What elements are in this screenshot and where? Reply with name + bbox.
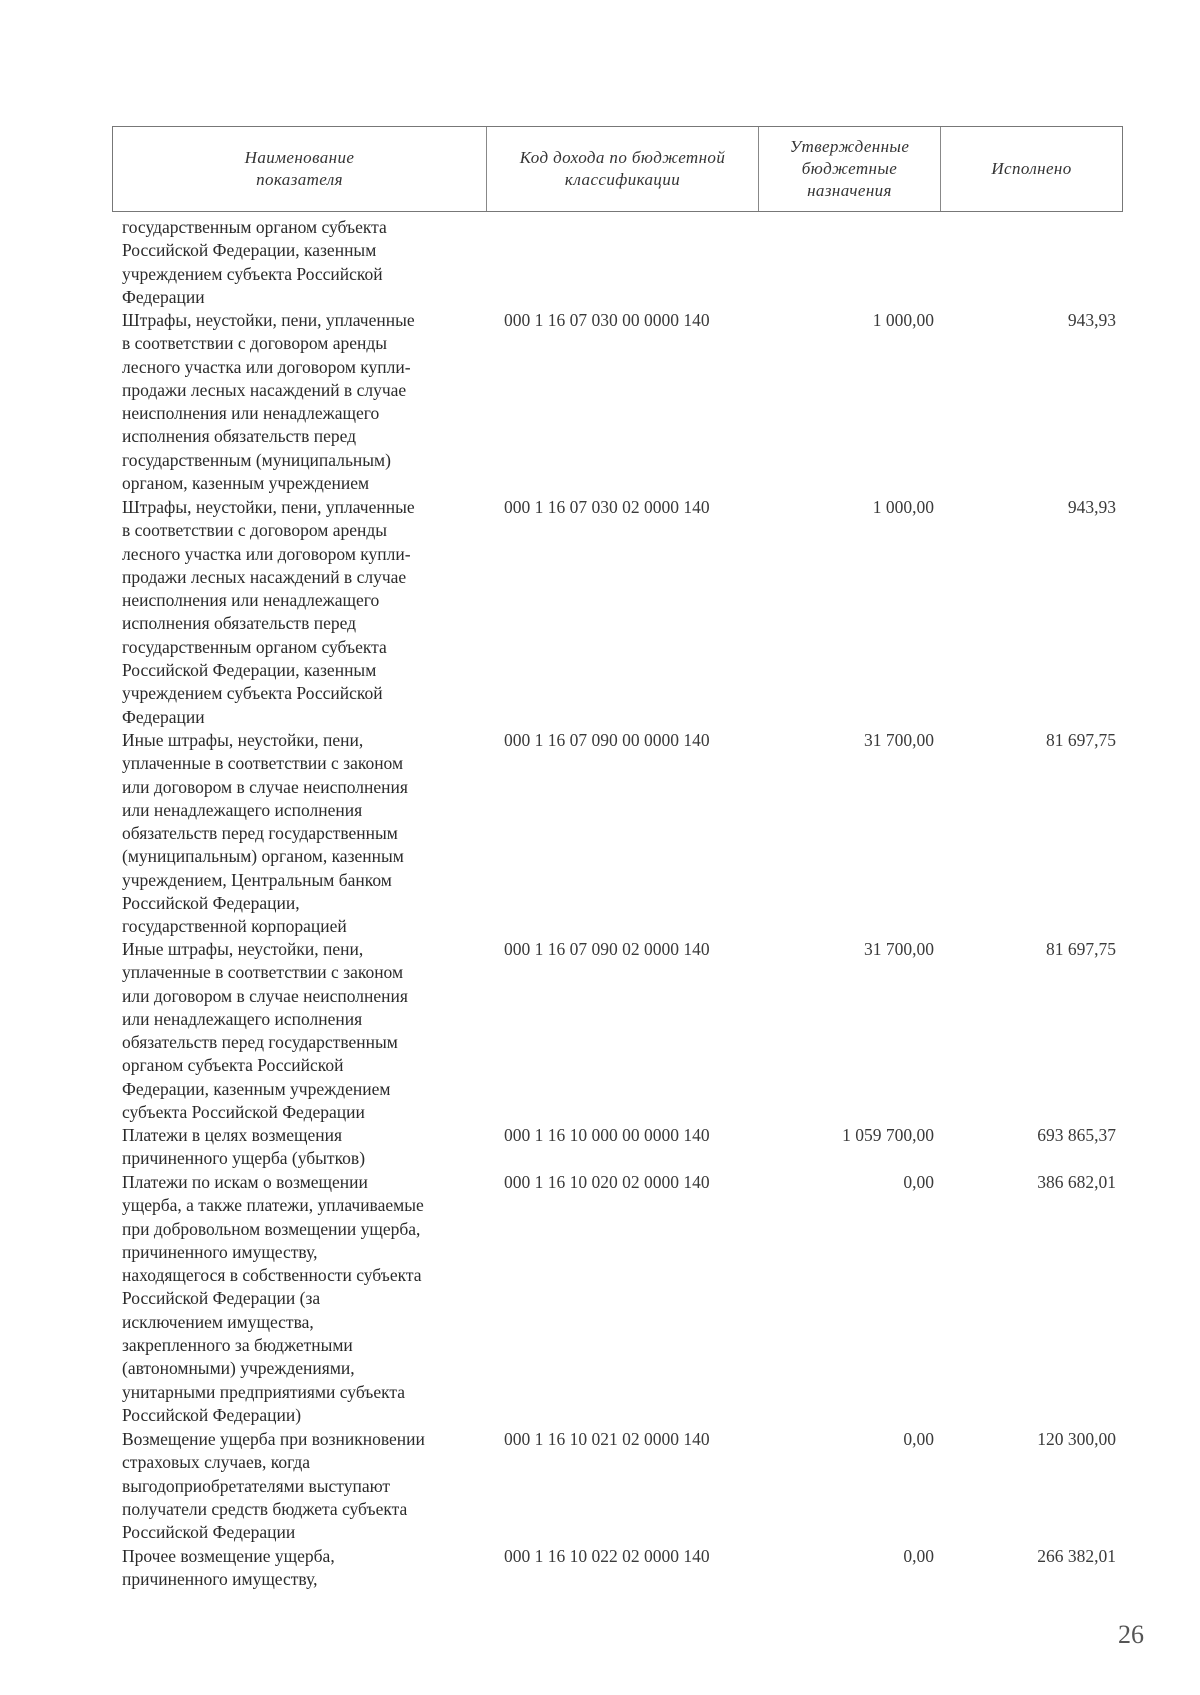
budget-code: 000 1 16 10 021 02 0000 140 [504,1429,710,1449]
approved-amount: 31 700,00 [864,939,934,959]
budget-code: 000 1 16 10 022 02 0000 140 [504,1546,710,1566]
executed-amount: 943,93 [1067,497,1116,517]
approved-amount: 0,00 [903,1429,934,1449]
indicator-name: Платежи по искам о возмещении ущерба, а также платежи, уплачиваемые при добровольном возмещении ущерба, причиненного имуществу, находящегося в собственности субъекта Российской Федерации (за исключением имущества, закрепленного за бюджетными (автономными) учреждениями, унитарными предприятиями субъекта Российской Федерации) [122,1172,424,1425]
approved-amount: 0,00 [903,1172,934,1192]
budget-code: 000 1 16 10 020 02 0000 140 [504,1172,710,1192]
budget-code: 000 1 16 07 090 02 0000 140 [504,939,710,959]
executed-amount: 81 697,75 [1046,730,1116,750]
indicator-name: Штрафы, неустойки, пени, уплаченные в соответствии с договором аренды лесного участка или договором купли- продажи лесных насаждений в случае неисполнения или ненадлежащего исполнения обязательств перед государственным органом субъекта Российской Федерации, казенным учреждением субъекта Российской Федерации [122,497,415,727]
approved-amount: 1 000,00 [872,497,934,517]
approved-amount: 1 059 700,00 [842,1125,934,1145]
approved-amount: 0,00 [903,1546,934,1566]
header-approved-column: Утвержденные бюджетные назначения [759,127,941,211]
indicator-name: Прочее возмещение ущерба, причиненного имуществу, [122,1546,335,1590]
indicator-name: Штрафы, неустойки, пени, уплаченные в соответствии с договором аренды лесного участка или договором купли- продажи лесных насаждений в случае неисполнения или ненадлежащего исполнения обязательств перед государственным (муниципальным) органом, казенным учреждением [122,310,415,494]
budget-code: 000 1 16 07 030 02 0000 140 [504,497,710,517]
indicator-name: Платежи в целях возмещения причиненного ущерба (убытков) [122,1125,366,1169]
budget-code: 000 1 16 10 000 00 0000 140 [504,1125,710,1145]
executed-amount: 386 682,01 [1037,1172,1116,1192]
executed-amount: 266 382,01 [1037,1546,1116,1566]
executed-amount: 693 865,37 [1037,1125,1116,1145]
header-executed-column: Исполнено [991,159,1072,178]
approved-amount: 1 000,00 [872,310,934,330]
indicator-name: государственным органом субъекта Российской Федерации, казенным учреждением субъекта Российской Федерации [122,217,387,307]
executed-amount: 120 300,00 [1037,1429,1116,1449]
header-name-column: Наименование показателя [113,127,487,211]
header-code-column: Код дохода по бюджетной классификации [487,127,759,211]
indicator-name: Иные штрафы, неустойки, пени, уплаченные в соответствии с законом или договором в случае неисполнения или ненадлежащего исполнения обязательств перед государственным (муниципальным) органом, казенным учреждением, Центральным банком Российской Федерации, государственной корпорацией [122,730,408,937]
approved-amount: 31 700,00 [864,730,934,750]
budget-code: 000 1 16 07 030 00 0000 140 [504,310,710,330]
executed-amount: 81 697,75 [1046,939,1116,959]
page-number: 26 [1118,1620,1144,1649]
indicator-name: Возмещение ущерба при возникновении страховых случаев, когда выгодоприобретателями выступают получатели средств бюджета субъекта Российской Федерации [122,1429,425,1543]
indicator-name: Иные штрафы, неустойки, пени, уплаченные в соответствии с законом или договором в случае неисполнения или ненадлежащего исполнения обязательств перед государственным органом субъекта Российской Федерации, казенным учреждением субъекта Российской Федерации [122,939,408,1123]
budget-code: 000 1 16 07 090 00 0000 140 [504,730,710,750]
executed-amount: 943,93 [1067,310,1116,330]
